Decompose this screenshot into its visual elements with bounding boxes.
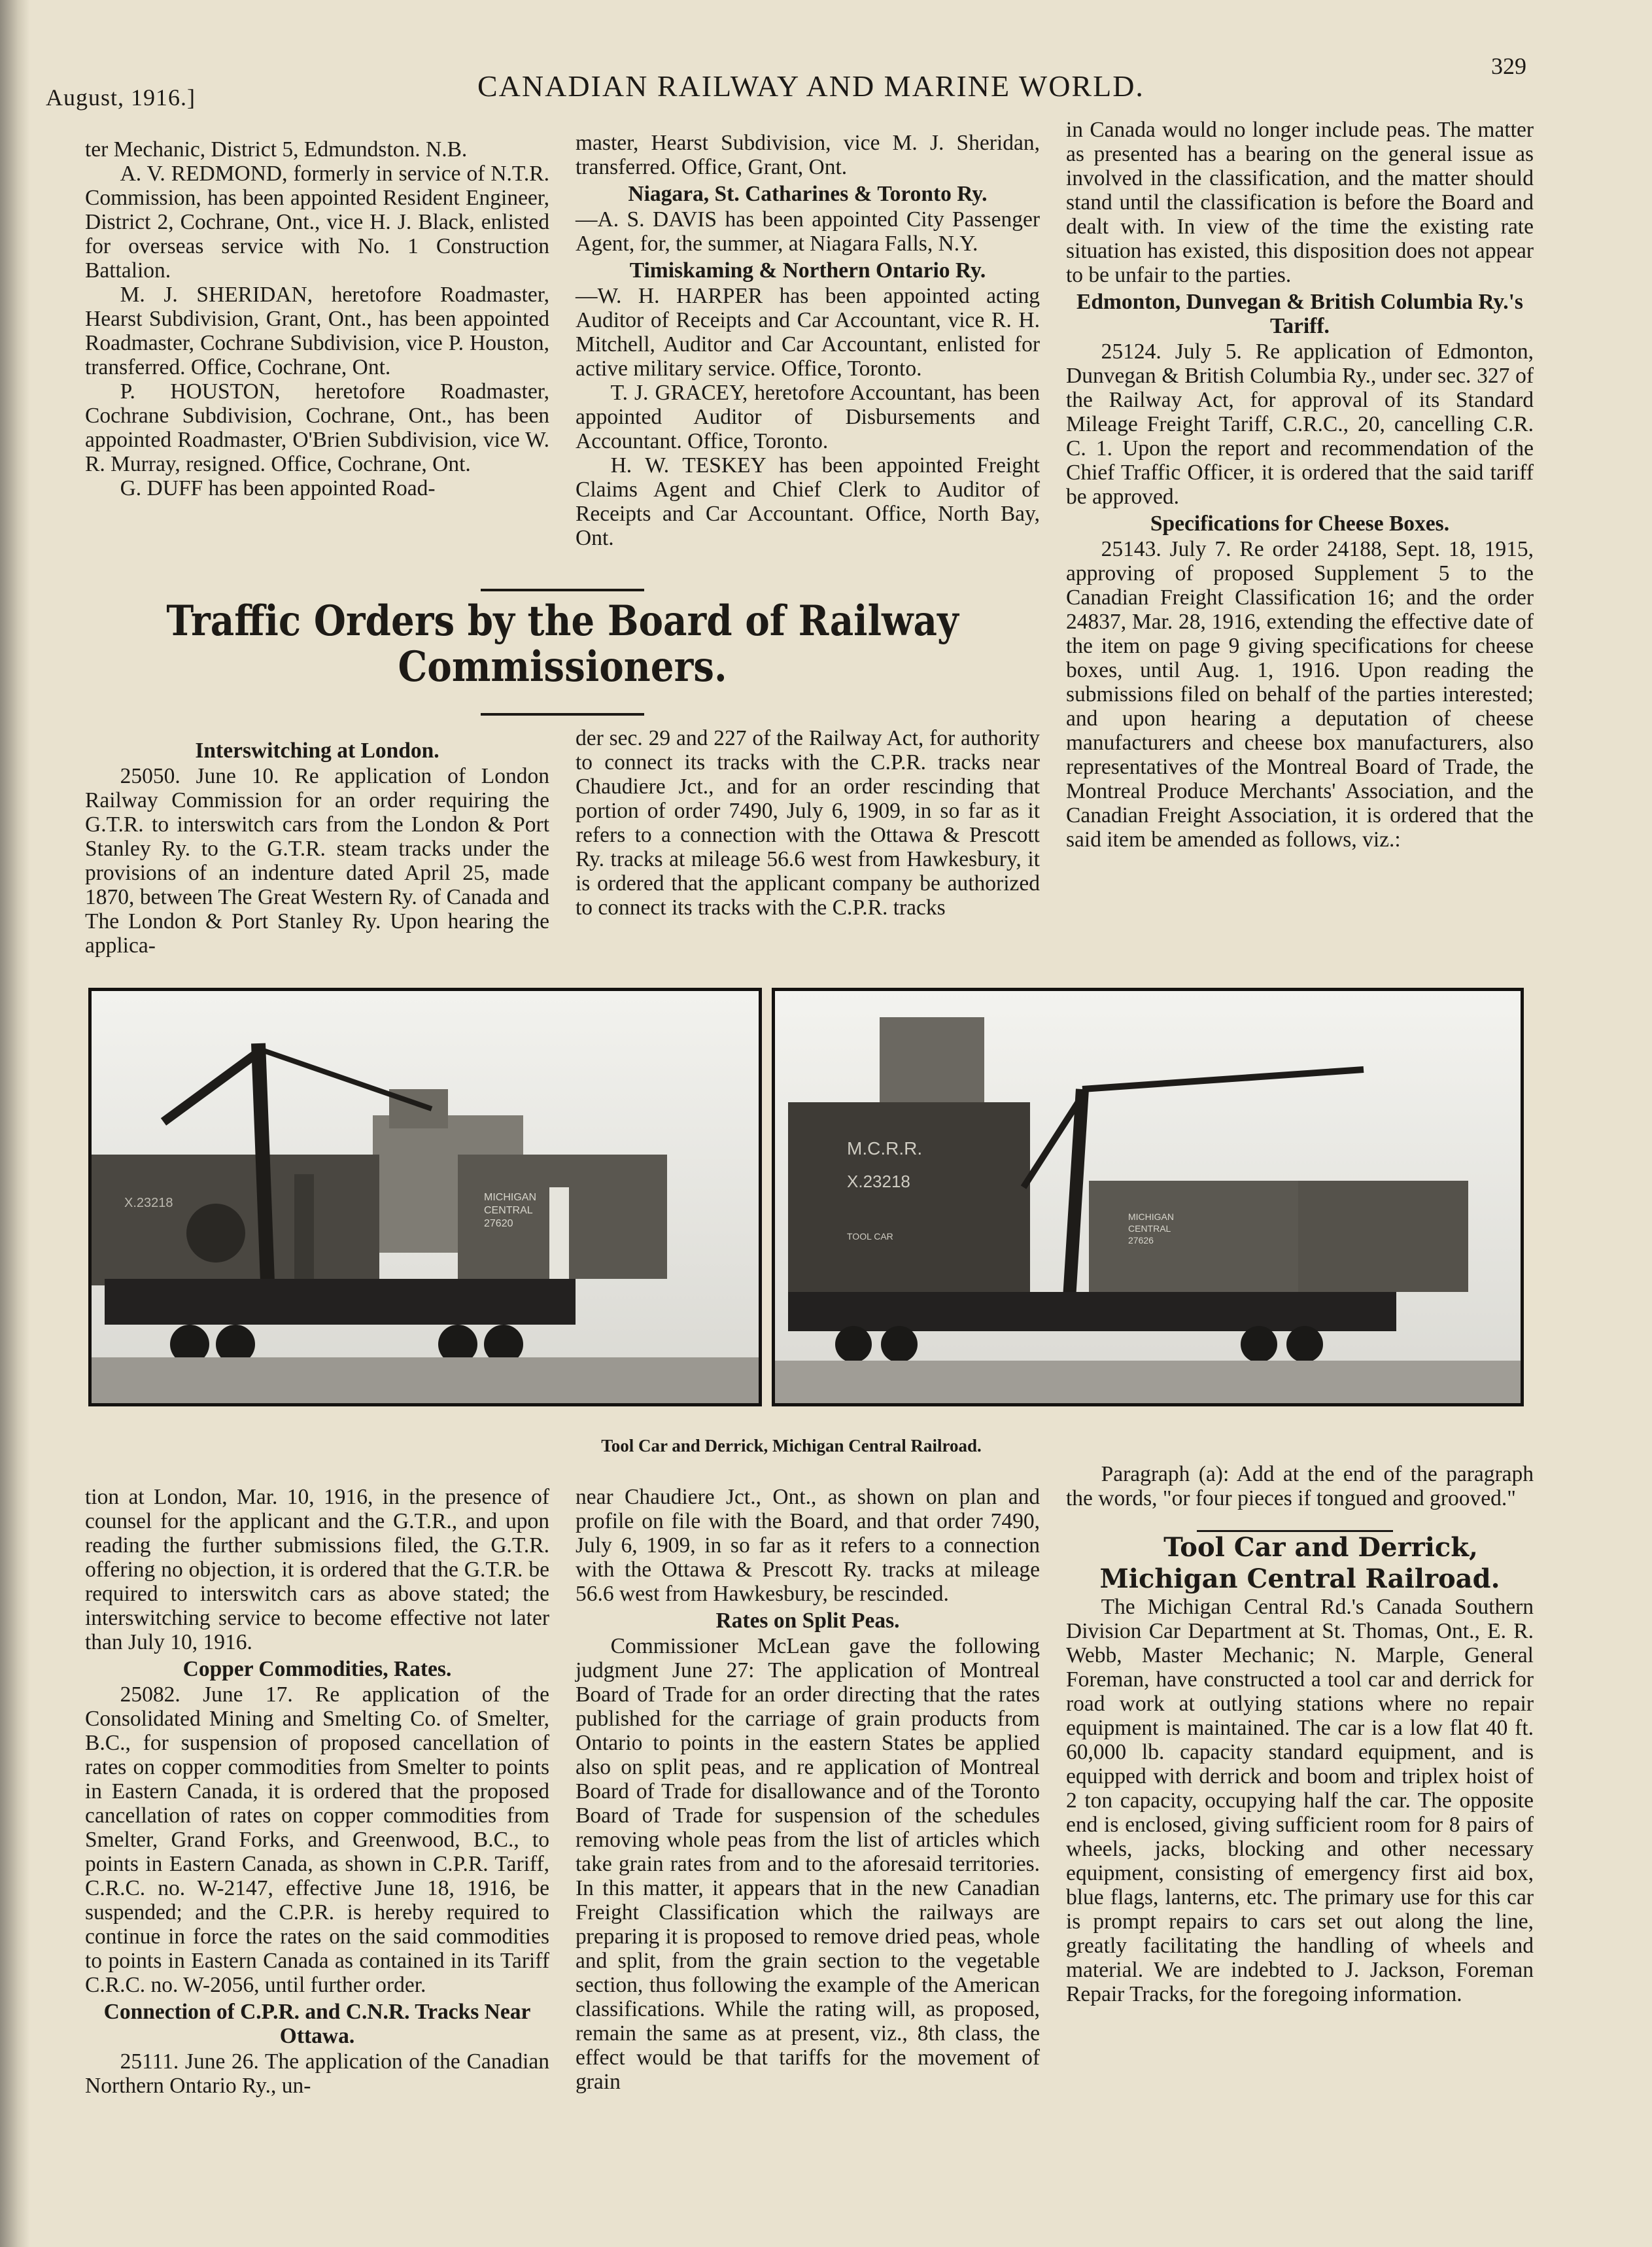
paragraph: P. HOUSTON, heretofore Roadmaster, Cochrane Subdivision, Cochrane, Ont., has been appointed Roadmaster, O'Brien Subdivision, vice W. R. Murray, resigned. Office, Cochrane, Ont.	[85, 379, 549, 476]
car-lettering: TOOL CAR	[847, 1231, 893, 1242]
mid-column-2	[576, 726, 1040, 920]
paragraph: H. W. TESKEY has been appointed Freight Claims Agent and Chief Clerk to Auditor of Receipts and Car Accountant. Office, North Bay, Ont.	[576, 453, 1040, 550]
car-lettering: M.C.R.R.	[847, 1138, 923, 1158]
top-column-3	[1066, 118, 1534, 852]
paragraph: near Chaudiere Jct., Ont., as shown on plan and profile on file with the Board, and that order 7490, July 6, 1909, in so far as it refers to a connection with the Ottawa & Prescott Ry. tracks at mileage 56.6 west from Hawkesbury, be rescinded.	[576, 1485, 1040, 1606]
publication-title: CANADIAN RAILWAY AND MARINE WORLD.	[477, 69, 1144, 103]
car-lettering: CENTRAL	[484, 1205, 533, 1216]
car-lettering: MICHIGAN	[484, 1192, 536, 1203]
issue-date: August, 1916.]	[46, 84, 196, 111]
car-lettering: 27626	[1128, 1235, 1154, 1245]
subheading: Rates on Split Peas.	[715, 1609, 900, 1633]
bottom-column-3	[1066, 1462, 1534, 2006]
paragraph: master, Hearst Subdivision, vice M. J. Sheridan, transferred. Office, Grant, Ont.	[576, 131, 1040, 179]
photo-illustration	[775, 991, 1521, 1403]
photo-caption: Tool Car and Derrick, Michigan Central Railroad.	[601, 1436, 982, 1455]
photo-illustration	[92, 991, 759, 1403]
subheading: Timiskaming & Northern Ontario Ry.	[629, 258, 986, 283]
paragraph: 25143. July 7. Re order 24188, Sept. 18, 1915, approving of proposed Supplement 5 to the Canadian Freight Classification 16; and the order 24837, Mar. 28, 1916, extending the effective date of the item on page 9 giving specifications for cheese boxes, until Aug. 1, 1916. Upon reading the submissions filed on behalf of the parties interested; and upon hearing a deputation of cheese manufacturers and cheese box manufacturers, also representatives of the Montreal Board of Trade, the Montreal Produce Merchants' Association, and the Canadian Freight Association, it is ordered that the said item be amended as follows, viz.:	[1066, 537, 1534, 852]
mid-column-1	[85, 736, 549, 958]
photo-tool-car-view	[772, 988, 1524, 1406]
subheading: Specifications for Cheese Boxes.	[1150, 512, 1450, 536]
paragraph: Commissioner McLean gave the following judgment June 27: The application of Montreal Board of Trade for an order directing that the rates published for the carriage of grain products from Ontario to points in the eastern States be applied also on split peas, and re application of Montreal Board of Trade for disallowance and of the Toronto Board of Trade for suspension of the schedules removing whole peas from the list of articles which take grain rates from and to the aforesaid territories. In this matter, it appears that in the new Canadian Freight Classification which the railways are preparing it is proposed to remove dried peas, whole and split, from the grain section to the vegetable section, thus following the example of the American classifications. While the rating will, as proposed, remain the same as at present, viz., 8th class, the effect would be that tariffs for the movement of grain	[576, 1634, 1040, 2094]
rule	[481, 713, 644, 716]
paragraph: —W. H. HARPER has been appointed acting Auditor of Receipts and Car Accountant, vice R. H. Mitchell, Auditor and Car Accountant, enlisted for active military service. Office, Toronto.	[576, 284, 1040, 381]
subheading: Niagara, St. Catharines & Toronto Ry.	[628, 182, 988, 206]
rule	[481, 589, 644, 591]
paragraph: der sec. 29 and 227 of the Railway Act, for authority to connect its tracks with the C.P.R. tracks near Chaudiere Jct., and for an order rescinding that portion of order 7490, July 6, 1909, in so far as it refers to a connection with the Ottawa & Prescott Ry. tracks at mileage 56.6 west from Hawkesbury, it is ordered that the applicant company be authorized to connect its tracks with the C.P.R. tracks	[576, 726, 1040, 920]
car-lettering: X.23218	[847, 1172, 910, 1191]
paragraph: in Canada would no longer include peas. The matter as presented has a bearing on the general issue as involved in the classification, and the matter should stand until the classification is before the Board and dealt with. In view of the time the existing rate situation has existed, this disposition does not appear to be unfair to the parties.	[1066, 118, 1534, 287]
car-lettering: MICHIGAN	[1128, 1211, 1174, 1222]
paragraph: 25050. June 10. Re application of London Railway Commission for an order requiring the G.T.R. to interswitch cars from the London & Port Stanley Ry. to the G.T.R. steam tracks under the provisions of an indenture dated April 25, made 1870, between The Great Western Ry. of Canada and The London & Port Stanley Ry. Upon hearing the applica-	[85, 764, 549, 958]
car-lettering: CENTRAL	[1128, 1223, 1171, 1234]
car-lettering: X.23218	[124, 1196, 173, 1210]
paragraph: Paragraph (a): Add at the end of the paragraph the words, "or four pieces if tongued and grooved."	[1066, 1462, 1534, 1510]
paragraph: T. J. GRACEY, heretofore Accountant, has been appointed Auditor of Disbursements and Accountant. Office, Toronto.	[576, 381, 1040, 453]
subheading: Edmonton, Dunvegan & British Columbia Ry.'s Tariff.	[1076, 290, 1523, 338]
article-heading: Tool Car and Derrick, Michigan Central Railroad.	[1099, 1532, 1500, 1594]
rule	[1197, 1530, 1393, 1532]
car-lettering: 27620	[484, 1218, 513, 1229]
paragraph: 25111. June 26. The application of the Canadian Northern Ontario Ry., un-	[85, 2049, 549, 2098]
paragraph: M. J. SHERIDAN, heretofore Roadmaster, Hearst Subdivision, Grant, Ont., has been appointed Roadmaster, Cochrane Subdivision, vice P. Houston, transferred. Office, Cochrane, Ont.	[85, 283, 549, 379]
paragraph: 25082. June 17. Re application of the Consolidated Mining and Smelting Co. of Smelter, B.C., for suspension of proposed cancellation of rates on copper commodities from Smelter to points in Eastern Canada, it is ordered that the proposed cancellation of rates on copper commodities from Smelter, Grand Forks, and Greenwood, B.C., to points in Eastern Canada, as shown in C.P.R. Tariff, C.R.C. no. W-2147, effective June 18, 1916, be suspended; and the C.P.R. is hereby required to continue in force the rates on the said commodities to points in Eastern Canada as contained in its Tariff C.R.C. no. W-2056, until further order.	[85, 1682, 549, 1997]
paragraph: G. DUFF has been appointed Road-	[120, 476, 436, 500]
photo-derrick-side-view	[88, 988, 762, 1406]
page-spine-shadow	[0, 0, 30, 2247]
top-column-2	[576, 131, 1040, 550]
article-headline: Traffic Orders by the Board of Railway Commissioners.	[166, 597, 959, 691]
paragraph: ter Mechanic, District 5, Edmundston. N.B.	[85, 137, 468, 162]
bottom-column-2	[576, 1485, 1040, 2094]
subheading: Copper Commodities, Rates.	[182, 1657, 452, 1681]
paragraph: 25124. July 5. Re application of Edmonton, Dunvegan & British Columbia Ry., under sec. 327 of the Railway Act, for approval of its Standard Mileage Freight Tariff, C.R.C., 20, cancelling C.R. C. 1. Upon the report and recommendation of the Chief Traffic Officer, it is ordered that the said tariff be approved.	[1066, 340, 1534, 509]
paragraph: A. V. REDMOND, formerly in service of N.T.R. Commission, has been appointed Resident Engineer, District 2, Cochrane, Ont., vice H. J. Black, enlisted for overseas service with No. 1 Construction Battalion.	[85, 162, 549, 283]
subheading: Interswitching at London.	[195, 739, 439, 763]
subheading: Connection of C.P.R. and C.N.R. Tracks Near Ottawa.	[103, 2000, 531, 2048]
page-number: 329	[1491, 53, 1526, 79]
paragraph: The Michigan Central Rd.'s Canada Southern Division Car Department at St. Thomas, Ont., E. R. Webb, Master Mechanic; N. Marple, General Foreman, have constructed a tool car and derrick for road work at outlying stations where no repair equipment is maintained. The car is a low flat 40 ft. 60,000 lb. capacity standard equipment, and is equipped with derrick and boom and triplex hoist of 2 ton capacity, occupying half the car. The opposite end is enclosed, giving sufficient room for 8 pairs of wheels, jacks, blocking and other necessary equipment, consisting of emergency first aid box, blue flags, lanterns, etc. The primary use for this car is prompt repairs to cars set out along the line, greatly facilitating the handling of wheels and material. We are indebted to J. Jackson, Foreman Repair Tracks, for the foregoing information.	[1066, 1595, 1534, 2006]
bottom-column-1	[85, 1485, 549, 2098]
running-header	[46, 52, 1550, 111]
paragraph: tion at London, Mar. 10, 1916, in the presence of counsel for the applicant and the G.T.R., and upon reading the further submissions filed, the G.T.R. offering no objection, it is ordered that the G.T.R. be required to interswitch cars as above stated; the interswitching service to become effective not later than July 10, 1916.	[85, 1485, 549, 1654]
paragraph: —A. S. DAVIS has been appointed City Passenger Agent, for, the summer, at Niagara Falls, N.Y.	[576, 207, 1040, 256]
top-column-1	[85, 137, 549, 500]
